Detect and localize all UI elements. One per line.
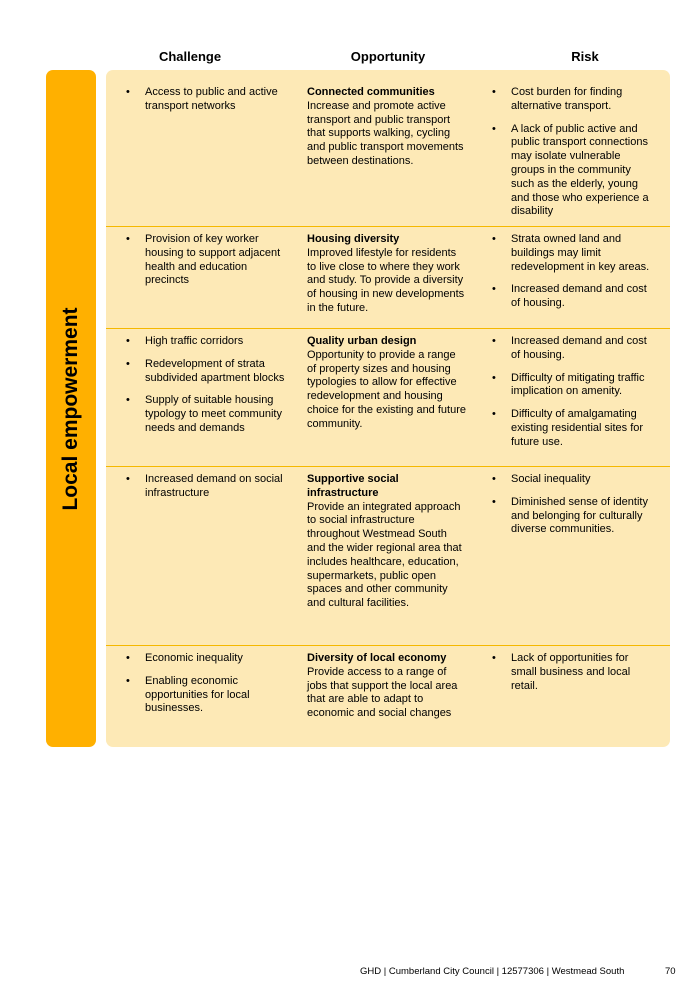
- column-header-risk: Risk: [571, 49, 599, 64]
- risk-item: • Strata owned land and buildings may limit redevelopment in key areas.: [488, 233, 653, 274]
- risk-cell: [488, 233, 653, 320]
- page-number: 70: [665, 966, 676, 977]
- table-row: [106, 329, 670, 467]
- table-row: [106, 646, 670, 747]
- footer-text: GHD | Cumberland City Council | 12577306 | Westmead South: [360, 966, 625, 977]
- opportunity-text: Increase and promote active transport and public transport that supports walking, cycling and public transport movements between destinations.: [307, 99, 464, 167]
- opportunity-cell: [307, 335, 467, 432]
- opportunity-title: Supportive social infrastructure: [307, 473, 399, 499]
- table-row: [106, 70, 670, 227]
- risk-item: • Increased demand and cost of housing.: [488, 283, 653, 311]
- side-label: Local empowerment: [59, 306, 82, 511]
- risk-item: • Lack of opportunities for small business and local retail.: [488, 652, 653, 693]
- challenge-item: • Enabling economic opportunities for local businesses.: [122, 675, 292, 716]
- challenge-item: • Economic inequality: [122, 652, 292, 666]
- opportunity-text: Opportunity to provide a range of property sizes and housing typologies to allow for effective redevelopment and housing choice for the existing and future community.: [307, 348, 466, 430]
- challenge-item: • Supply of suitable housing typology to meet community needs and demands: [122, 394, 292, 435]
- column-header-opportunity: Opportunity: [350, 49, 426, 64]
- opportunity-title: Connected communities: [307, 86, 435, 98]
- challenge-item: • High traffic corridors: [122, 335, 292, 349]
- challenge-item: • Redevelopment of strata subdivided apartment blocks: [122, 358, 292, 386]
- challenge-cell: [122, 473, 292, 510]
- side-bar: [46, 70, 96, 747]
- risk-cell: [488, 86, 653, 228]
- opportunity-title: Quality urban design: [307, 335, 417, 347]
- risk-item: • Social inequality: [488, 473, 653, 487]
- opportunity-cell: [307, 473, 467, 611]
- challenge-cell: [122, 652, 292, 725]
- table-row: [106, 227, 670, 329]
- opportunity-title: Diversity of local economy: [307, 652, 447, 664]
- opportunity-cell: [307, 233, 467, 316]
- content-panel: [106, 70, 670, 747]
- table-row: [106, 467, 670, 646]
- risk-item: • A lack of public active and public transport connections may isolate vulnerable groups in the community such as the elderly, young and those who experience a disability: [488, 123, 653, 220]
- opportunity-title: Housing diversity: [307, 233, 400, 245]
- column-header-challenge: Challenge: [158, 49, 222, 64]
- challenge-item: • Increased demand on social infrastructure: [122, 473, 292, 501]
- risk-cell: [488, 652, 653, 702]
- risk-cell: [488, 473, 653, 546]
- challenge-cell: [122, 233, 292, 297]
- risk-item: • Difficulty of amalgamating existing residential sites for future use.: [488, 408, 653, 449]
- opportunity-text: Provide an integrated approach to social infrastructure throughout Westmead South and the wider regional area that includes healthcare, education, supermarkets, public open spaces and other community and cultural facilities.: [307, 500, 462, 610]
- risk-item: • Cost burden for finding alternative transport.: [488, 86, 653, 114]
- risk-item: • Diminished sense of identity and belonging for culturally diverse communities.: [488, 496, 653, 537]
- opportunity-text: Provide access to a range of jobs that support the local area that are able to adapt to economic and social changes: [307, 665, 458, 720]
- opportunity-cell: [307, 652, 467, 721]
- challenge-item: • Access to public and active transport networks: [122, 86, 292, 114]
- risk-cell: [488, 335, 653, 459]
- risk-item: • Difficulty of mitigating traffic implication on amenity.: [488, 372, 653, 400]
- challenge-item: • Provision of key worker housing to support adjacent health and education precincts: [122, 233, 292, 288]
- opportunity-text: Improved lifestyle for residents to live close to where they work and study. To provide a diversity of housing in new developments in the future.: [307, 246, 465, 314]
- challenge-cell: [122, 335, 292, 445]
- challenge-cell: [122, 86, 292, 123]
- risk-item: • Increased demand and cost of housing.: [488, 335, 653, 363]
- opportunity-cell: [307, 86, 467, 169]
